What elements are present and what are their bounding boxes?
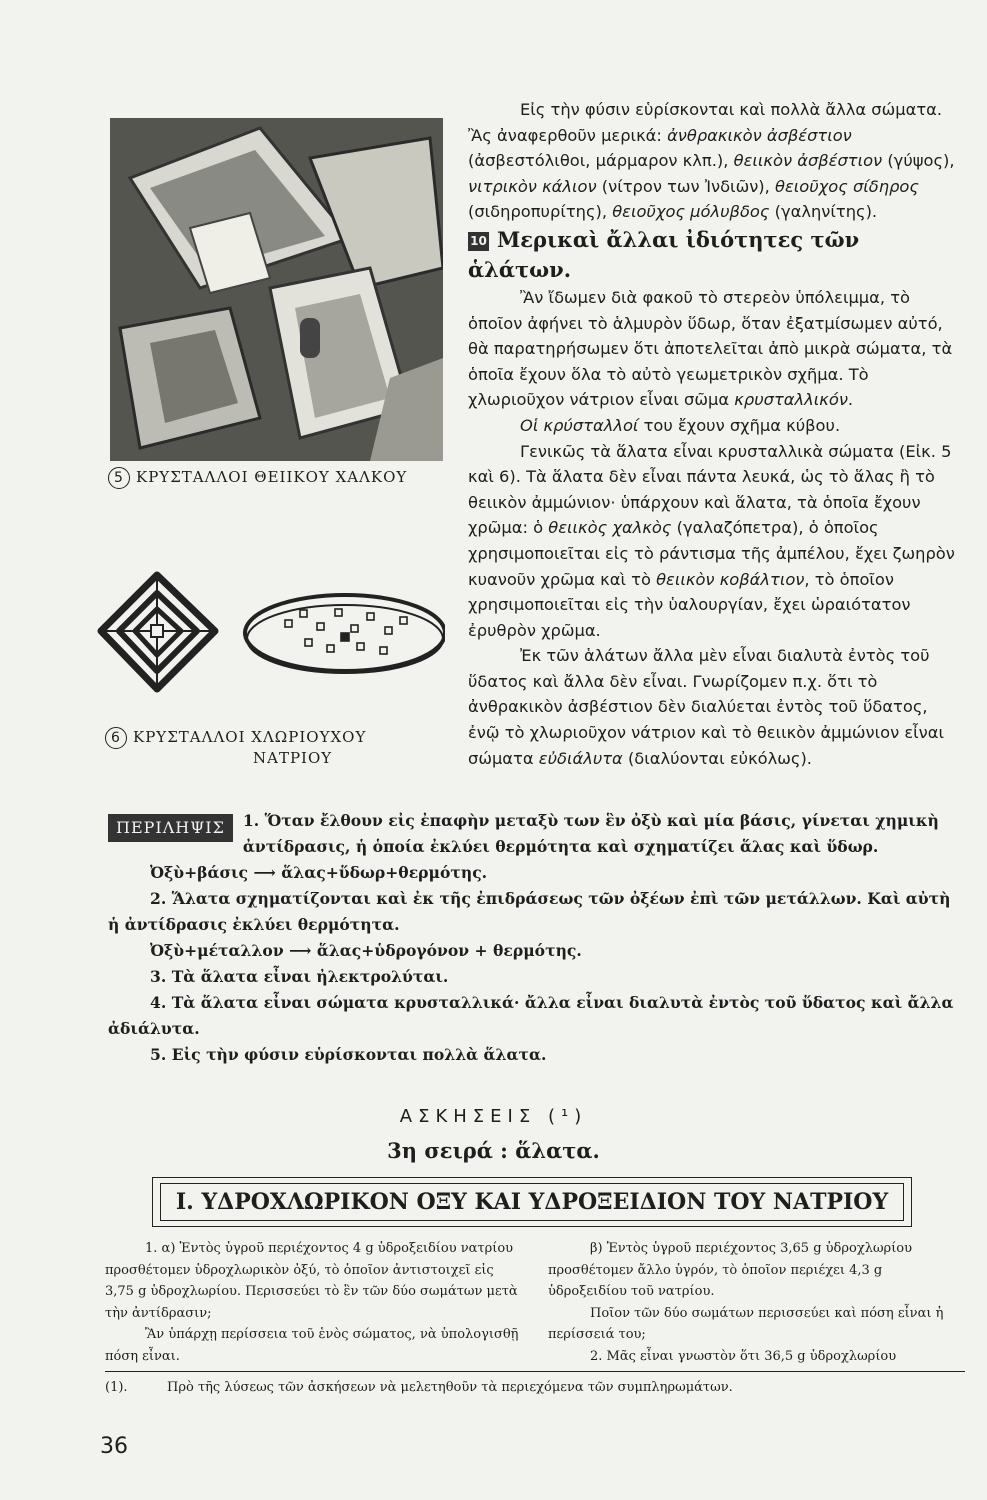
exercises-series: 3η σειρά : ἅλατα. [387,1138,600,1163]
copper-sulfate-crystals-photo [110,118,443,461]
footnote-marker: (1). [105,1380,128,1395]
summary-item-3: 3. Τὰ ἅλατα εἶναι ἠλεκτρολύται. [150,967,449,986]
paragraph-cube: Οἱ κρύσταλλοί του ἔχουν σχῆμα κύβου. [520,415,841,435]
footnote-text: Πρὸ τῆς λύσεως τῶν ἀσκήσεων νὰ μελετηθοῦν τὰ περιεχόμενα τῶν συμπληρωμάτων. [167,1380,733,1395]
paragraph-crystals: Ἂν ἴδωμεν διὰ φακοῦ τὸ στερεὸν ὑπόλειμμα, τὸ ὁποῖον ἀφήνει τὸ ἁλμυρὸν ὕδωρ, ὅταν ἐξατμίσωμεν αὐτό, θὰ παρατηρήσωμεν ὅτι ἀποτελεῖται ἀπὸ μικρὰ σώματα, τὰ ὁποῖα ἔχουν ὅλα τὸ αὐτὸ γεωμετρικὸν σχῆμα. Τὸ χλωριοῦχον νάτριον εἶναι σῶμα κρυσταλλικόν. [468,287,953,410]
exercises-heading: ΑΣΚΗΣΕΙΣ (¹) [399,1106,588,1127]
footnote-rule [105,1371,965,1372]
figure-5-number: 5 [108,467,130,489]
summary-item-1: ΠΕΡΙΛΗΨΙΣ 1. Ὅταν ἔλθουν εἰς ἐπαφὴν μεταξὺ των ἓν ὀξὺ καὶ μία βάσις, γίνεται χημικὴ ἀντίδρασις, ἡ ὁποία ἐκλύει θερμότητα καὶ σχηματίζει ἅλας καὶ ὕδωρ. [108,808,964,860]
arrow-icon: ⟶ [253,863,276,882]
paragraph-other-salts: Εἰς τὴν φύσιν εὑρίσκονται καὶ πολλὰ ἄλλα σώματα. Ἂς ἀναφερθοῦν μερικά: ἀνθρακικὸν ἀσβέστιον (ἀσβεστόλιθοι, μάρμαρον κλπ.), θειικὸν ἀσβέστιον (γύψος), νιτρικὸν κάλιον (νίτρον των Ἰνδιῶν), θειοῦχος σίδηρος (σιδηροπυρίτης), θειοῦχος μόλυβδος (γαληνίτης). [468,100,955,222]
box-title: Ι. ΥΔΡΟΧΛΩΡΙΚΟΝ ΟΞΥ ΚΑΙ ΥΔΡΟΞΕΙΔΙΟΝ ΤΟΥ ΝΑΤΡΙΟΥ [160,1183,904,1221]
footnote [105,1380,965,1395]
page-number: 36 [100,1434,128,1459]
summary-item-4: 4. Τὰ ἅλατα εἶναι σώματα κρυσταλλικά· ἄλλα εἶναι διαλυτὰ ἐντὸς τοῦ ὕδατος καὶ ἄλλα ἀδιάλυτα. [108,993,954,1038]
exercise-1b: β) Ἐντὸς ὑγροῦ περιέχοντος 3,65 g ὑδροχλωρίου προσθέτομεν ἄλλο ὑγρόν, τὸ ὁποῖον περιέχει 4,3 g ὑδροξειδίου τοῦ νατρίου. [548,1241,913,1299]
section-number-box: 10 [468,232,489,251]
section-title: Μερικαὶ ἄλλαι ἰδιότητες τῶν ἁλάτων. [468,226,860,282]
section-heading [468,225,964,285]
exercise-left-column [105,1238,525,1367]
equation-1: Ὀξὺ+βάσις ⟶ ἅλας+ὕδωρ+θερμότης. [150,863,488,882]
figure-6-number: 6 [105,727,127,749]
exercise-1a: 1. α) Ἐντὸς ὑγροῦ περιέχοντος 4 g ὑδροξειδίου νατρίου προσθέτομεν ὑδροχλωρικὸν ὀξύ, τὸ ὁποῖον ἀντιστοιχεῖ εἰς 3,75 g ὑδροχλωρίου. Περισσεύει τὸ ἓν τῶν δύο σωμάτων μετὰ τὴν ἀντίδρασιν; [105,1241,518,1321]
figure-6-caption-line1: ΚΡΥΣΤΑΛΛΟΙ ΧΛΩΡΙΟΥΧΟΥ [133,728,367,746]
exercise-2: 2. Μᾶς εἶναι γνωστὸν ὅτι 36,5 g ὑδροχλωρίου [590,1348,897,1364]
exercise-1b-part2: Ποῖον τῶν δύο σωμάτων περισσεύει καὶ πόση εἶναι ἡ περίσσειά του; [548,1305,944,1342]
right-column [468,97,964,771]
exercise-right-column [548,1238,965,1367]
figure-6-caption-line2: ΝΑΤΡΙΟΥ [253,749,333,767]
exercise-1a-part2: Ἂν ὑπάρχῃ περίσσεια τοῦ ἑνὸς σώματος, νὰ ὑπολογισθῇ πόση εἶναι. [105,1327,519,1364]
equation-2: Ὀξὺ+μέταλλον ⟶ ἅλας+ὑδρογόνον + θερμότης. [150,941,582,960]
paragraph-colors: Γενικῶς τὰ ἅλατα εἶναι κρυσταλλικὰ σώματα (Εἰκ. 5 καὶ 6). Τὰ ἅλατα δὲν εἶναι πάντα λευκά, ὡς τὸ ἅλας ἢ τὸ θειικὸν ἀμμώνιον· ὑπάρχουν καὶ ἅλατα, τὰ ὁποῖα ἔχουν χρῶμα: ὁ θειικὸς χαλκὸς (γαλαζόπετρα), ὁ ὁποῖος χρησιμοποιεῖται εἰς τὸ ράντισμα τῆς ἀμπέλου, ἔχει ζωηρὸν κυανοῦν χρῶμα καὶ τὸ θειικὸν κοβάλτιον, τὸ ὁποῖον χρησιμοποιεῖται εἰς τὴν ὑαλουργίαν, ἔχει ὡραιότατον ἐρυθρὸν χρῶμα. [468,441,955,640]
summary-item-5: 5. Εἰς τὴν φύσιν εὑρίσκονται πολλὰ ἅλατα. [150,1045,547,1064]
sodium-chloride-crystals-drawing [95,565,445,705]
summary-item-2: 2. Ἅλατα σχηματίζονται καὶ ἐκ τῆς ἐπιδράσεως τῶν ὀξέων ἐπὶ τῶν μετάλλων. Καὶ αὐτὴ ἡ ἀντίδρασις ἐκλύει θερμότητα. [108,889,951,934]
figure-5-caption [108,467,407,489]
summary [108,808,964,1068]
paragraph-solubility: Ἐκ τῶν ἁλάτων ἄλλα μὲν εἶναι διαλυτὰ ἐντὸς τοῦ ὕδατος καὶ ἄλλα δὲν εἶναι. Γνωρίζομεν π.χ. ὅτι τὸ ἀνθρακικὸν ἀσβέστιον δὲν διαλύεται ἐντὸς τοῦ ὕδατος, ἐνῷ τὸ χλωριοῦχον νάτριον καὶ τὸ θειικὸν ἀμμώνιον εἶναι σώματα εὐδιάλυτα (διαλύονται εὐκόλως). [468,646,945,768]
figure-6-caption [105,727,435,767]
arrow-icon: ⟶ [289,941,312,960]
figure-5-caption-text: ΚΡΥΣΤΑΛΛΟΙ ΘΕΙΙΚΟΥ ΧΑΛΚΟΥ [136,468,408,486]
summary-label: ΠΕΡΙΛΗΨΙΣ [108,814,233,842]
